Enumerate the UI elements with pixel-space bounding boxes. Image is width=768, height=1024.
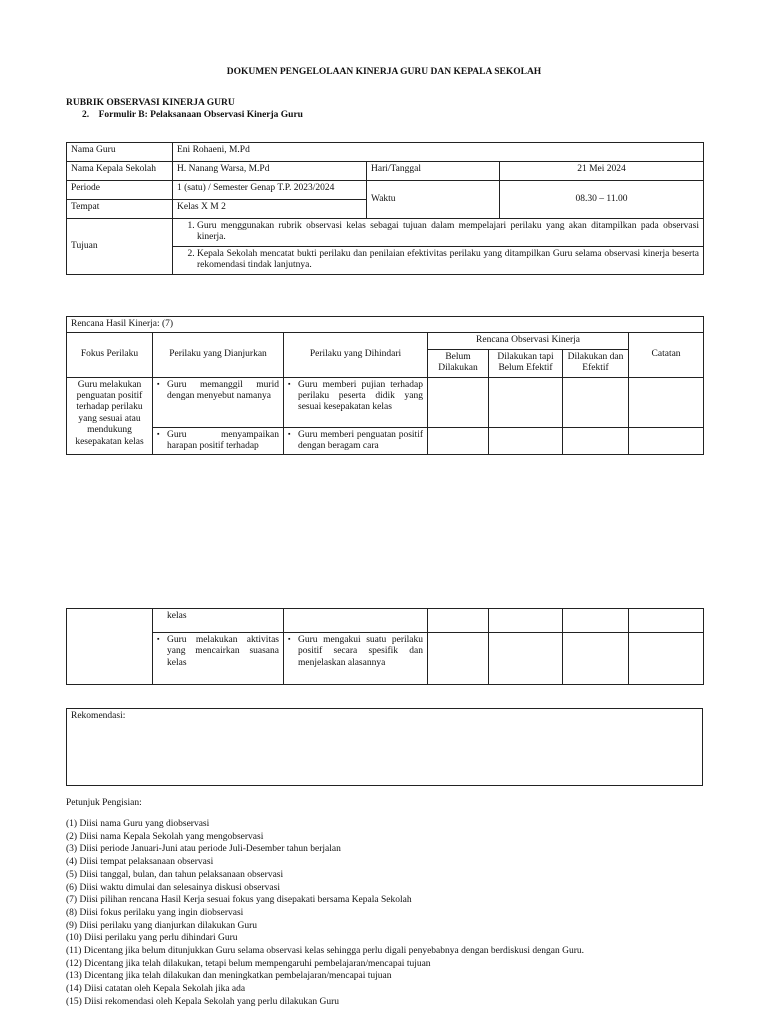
check-efektif[interactable] [563,377,629,427]
check-tapi[interactable] [489,633,563,685]
col-efektif: Dilakukan dan Efektif [563,349,629,377]
petunjuk-item: (1) Diisi nama Guru yang diobservasi [66,819,210,829]
check-tapi[interactable] [489,427,563,455]
petunjuk-item: (4) Diisi tempat pelaksanaan observasi [66,857,214,868]
tujuan-text: 1. Guru menggunakan rubrik observasi kelas sebagai tujuan dalam mempelajari perilaku yang akan ditampilkan pada observasi kinerja. [197,221,699,244]
check-belum[interactable] [428,377,489,427]
dianjurkan-cont: kelas [153,609,284,633]
check-belum[interactable] [428,427,489,455]
rencana-header: Rencana Hasil Kinerja: (7) [67,317,704,333]
nama-guru-label: Nama Guru [67,143,173,162]
col-fokus: Fokus Perilaku [67,333,153,377]
col-dianjurkan: Perilaku yang Dianjurkan [153,333,284,377]
petunjuk-list [66,818,726,1009]
rekomendasi-label: Rekomendasi: [71,711,126,721]
section-heading: RUBRIK OBSERVASI KINERJA GURU [66,98,235,108]
waktu-label: Waktu [367,181,500,219]
dihindari-cell [284,427,428,455]
petunjuk-item: (6) Diisi waktu dimulai dan selesainya diskusi observasi [66,882,280,893]
kepsek-label: Nama Kepala Sekolah [67,162,173,181]
nama-guru-value: Eni Rohaeni, M.Pd [173,143,704,162]
check-tapi[interactable] [489,609,563,633]
rencana-table-continued [66,608,704,685]
tujuan-item-1 [173,219,704,247]
dianjurkan-cell [153,427,284,455]
col-tapi: Dilakukan tapi Belum Efektif [489,349,563,377]
petunjuk-item: (9) Diisi perilaku yang dianjurkan dilakukan Guru [66,920,258,931]
rencana-table [66,316,704,455]
hari-value: 21 Mei 2024 [500,162,704,181]
dihindari-text: ▪ Guru mengakui suatu perilaku positif secara spesifik dan menjelaskan alasannya [288,635,423,669]
petunjuk-item: (8) Diisi fokus perilaku yang ingin diobservasi [66,907,244,918]
tujuan-label: Tujuan [67,219,173,275]
catatan-cell[interactable] [629,377,704,427]
kepsek-value: H. Nanang Warsa, M.Pd [173,162,367,181]
petunjuk-item: (15) Diisi rekomendasi oleh Kepala Sekolah yang perlu dilakukan Guru [66,996,340,1007]
hari-label: Hari/Tanggal [367,162,500,181]
dihindari-cell [284,633,428,685]
col-catatan: Catatan [629,333,704,377]
dihindari-text: ▪ Guru memberi penguatan positif dengan beragam cara [288,430,423,453]
periode-label: Periode [67,181,173,200]
check-efektif[interactable] [563,633,629,685]
tujuan-text: 2. Kepala Sekolah mencatat bukti perilaku dan penilaian efektivitas perilaku yang ditampilkan Guru selama observasi kinerja beserta rekomendasi tindak lanjutnya. [197,249,699,272]
periode-value: 1 (satu) / Semester Genap T.P. 2023/2024 [173,181,367,200]
check-belum[interactable] [428,609,489,633]
petunjuk-item: (13) Dicentang jika telah dilakukan dan meningkatkan pembelajaran/mencapai tujuan [66,971,392,982]
dianjurkan-cell [153,377,284,427]
subsection-heading: 2. Formulir B: Pelaksanaan Observasi Kinerja Guru [82,110,303,120]
catatan-cell[interactable] [629,427,704,455]
check-tapi[interactable] [489,377,563,427]
petunjuk-item: (14) Diisi catatan oleh Kepala Sekolah jika ada [66,984,246,995]
document-title: DOKUMEN PENGELOLAAN KINERJA GURU DAN KEPALA SEKOLAH [226,67,542,77]
dianjurkan-text: ▪ Guru melakukan aktivitas yang mencairkan suasana kelas [157,635,279,669]
check-belum[interactable] [428,633,489,685]
dianjurkan-text: ▪ Guru menyampaikan harapan positif terhadap [157,430,279,453]
fokus-cell [67,609,153,685]
dihindari-cell [284,609,428,633]
waktu-value: 08.30 – 11.00 [500,181,704,219]
rekomendasi-box[interactable] [66,708,703,786]
check-efektif[interactable] [563,609,629,633]
petunjuk-item: (11) Dicentang jika belum ditunjukkan Guru selama observasi kelas sehingga perlu digali penyebabnya dengan berdiskusi dengan Guru. [66,946,585,957]
petunjuk-item: (7) Diisi pilihan rencana Hasil Kerja sesuai fokus yang disepakati bersama Kepala Sekolah [66,895,412,906]
petunjuk-title: Petunjuk Pengisian: [66,798,142,808]
col-belum: Belum Dilakukan [428,349,489,377]
check-efektif[interactable] [563,427,629,455]
petunjuk-item: (10) Diisi perilaku yang perlu dihindari Guru [66,933,238,944]
petunjuk-item: (2) Diisi nama Kepala Sekolah yang mengobservasi [66,831,264,842]
fokus-cell: Guru melakukan penguatan positif terhadap perilaku yang sesuai atau mendukung kesepakatan kelas [67,377,153,455]
col-dihindari: Perilaku yang Dihindari [284,333,428,377]
catatan-cell[interactable] [629,633,704,685]
dihindari-cell [284,377,428,427]
dihindari-text: ▪ Guru memberi pujian terhadap perilaku peserta didik yang sesuai kesepakatan kelas [288,380,423,414]
tujuan-item-2 [173,246,704,274]
dianjurkan-text: ▪ Guru memanggil murid dengan menyebut namanya [157,380,279,403]
petunjuk-item: (3) Diisi periode Januari-Juni atau periode Juli-Desember tahun berjalan [66,844,341,855]
tempat-value: Kelas X M 2 [173,200,367,219]
col-rencana: Rencana Observasi Kinerja [428,333,629,349]
petunjuk-item: (5) Diisi tanggal, bulan, dan tahun pelaksanaan observasi [66,869,284,880]
catatan-cell[interactable] [629,609,704,633]
info-table [66,142,704,275]
petunjuk-item: (12) Dicentang jika telah dilakukan, tetapi belum mempengaruhi pembelajaran/mencapai tujuan [66,958,431,969]
tempat-label: Tempat [67,200,173,219]
dianjurkan-cell [153,633,284,685]
